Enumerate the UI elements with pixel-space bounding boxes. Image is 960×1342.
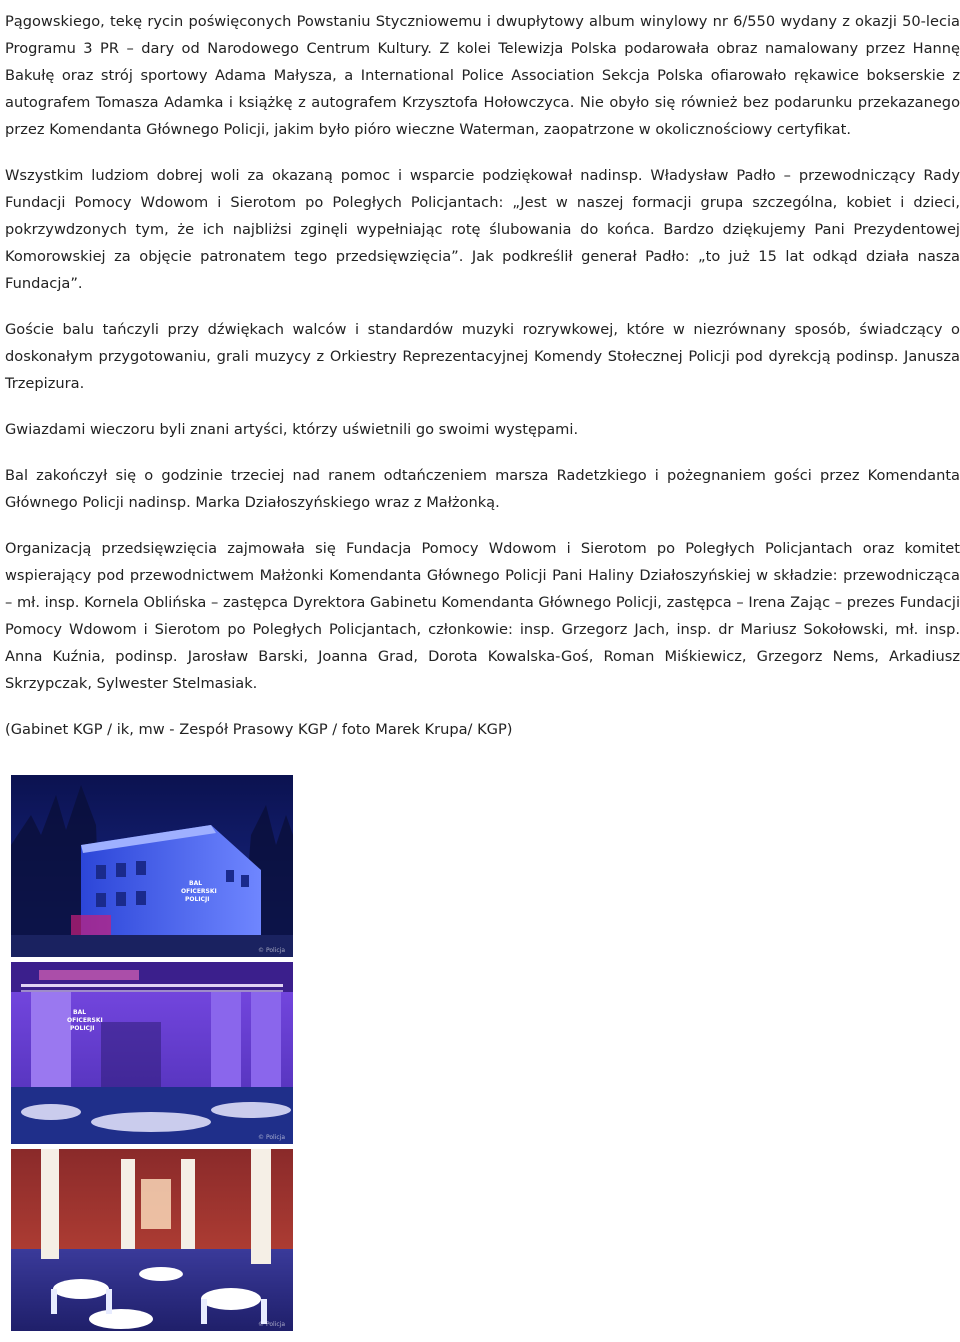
photo-gallery (11, 775, 293, 1331)
sign-line-3: POLICJI (185, 896, 210, 903)
paragraph-thanks: Wszystkim ludziom dobrej woli za okazaną pomoc i wsparcie podziękował nadinsp. Władysław Padło – przewodniczący Rady Fundacji Pomocy Wdowom i Sierotom po Poległych Policjantach: „Jest w naszej formacji grupa szczególna, kobiet i dzieci, pokrzywdzonych tym, że ich najbliżsi zginęli wypełniając rotę ślubowania do końca. Bardzo dziękujemy Pani Prezydentowej Komorowskiej za objęcie patronatem tego przedsięwzięcia”. Jak podkreślił generał Padło: „to już 15 lat odkąd działa nasza Fundacja”. (5, 167, 960, 292)
photo-entrance[interactable] (11, 962, 293, 1144)
article-body (5, 8, 960, 743)
ballroom-image (11, 1149, 293, 1331)
paragraph-music: Goście balu tańczyli przy dźwiękach walców i standardów muzyki rozrywkowej, które w niezrównany sposób, świadczący o doskonałym przygotowaniu, grali muzycy z Orkiestry Reprezentacyjnej Komendy Stołecznej Policji pod dyrekcją podinsp. Janusza Trzepizura. (5, 321, 960, 392)
watermark: © Policja (258, 1134, 285, 1141)
photo-ballroom[interactable] (11, 1149, 293, 1331)
sign-line-2: OFICERSKI (67, 1017, 103, 1024)
paragraph-credits: (Gabinet KGP / ik, mw - Zespół Prasowy KGP / foto Marek Krupa/ KGP) (5, 721, 513, 738)
paragraph-stars: Gwiazdami wieczoru byli znani artyści, którzy uświetnili go swoimi występami. (5, 421, 579, 438)
paragraph-organizers: Organizacją przedsięwzięcia zajmowała się Fundacja Pomocy Wdowom i Sierotom po Poległych Policjantach oraz komitet wspierający pod przewodnictwem Małżonki Komendanta Głównego Policji Pani Haliny Działoszyńskiej w składzie: przewodnicząca – mł. insp. Kornela Oblińska – zastępca Dyrektora Gabinetu Komendanta Głównego Policji, zastępca – Irena Zając – prezes Fundacji Pomocy Wdowom i Sierotom po Poległych Policjantach, członkowie: insp. Grzegorz Jach, insp. dr Mariusz Sokołowski, mł. insp. Anna Kuźnia, podinsp. Jarosław Barski, Joanna Grad, Dorota Kowalska-Goś, Roman Miśkiewicz, Grzegorz Nems, Arkadiusz Skrzypczak, Sylwester Stelmasiak. (5, 540, 960, 692)
sign-line-1: BAL (73, 1009, 87, 1016)
paragraph-ending: Bal zakończył się o godzinie trzeciej nad ranem odtańczeniem marsza Radetzkiego i pożegnaniem gości przez Komendanta Głównego Policji nadinsp. Marka Działoszyńskiego wraz z Małżonką. (5, 467, 960, 511)
sign-line-1: BAL (189, 880, 203, 887)
photo-building-exterior[interactable] (11, 775, 293, 957)
sign-line-2: OFICERSKI (181, 888, 217, 895)
watermark: © Policja (258, 947, 285, 954)
sign-line-3: POLICJI (70, 1025, 95, 1032)
building-exterior-image (11, 775, 293, 957)
paragraph-gifts: Pągowskiego, tekę rycin poświęconych Powstaniu Styczniowemu i dwupłytowy album winylowy nr 6/550 wydany z okazji 50-lecia Programu 3 PR – dary od Narodowego Centrum Kultury. Z kolei Telewizja Polska podarowała obraz namalowany przez Hannę Bakułę oraz strój sportowy Adama Małysza, a International Police Association Sekcja Polska ofiarowało rękawice bokserskie z autografem Tomasza Adamka i książkę z autografem Krzysztofa Hołowczyca. Nie obyło się również bez podarunku przekazanego przez Komendanta Głównego Policji, jakim było pióro wieczne Waterman, zaopatrzone w okolicznościowy certyfikat. (5, 13, 960, 138)
entrance-image (11, 962, 293, 1144)
watermark: © Policja (258, 1321, 285, 1328)
